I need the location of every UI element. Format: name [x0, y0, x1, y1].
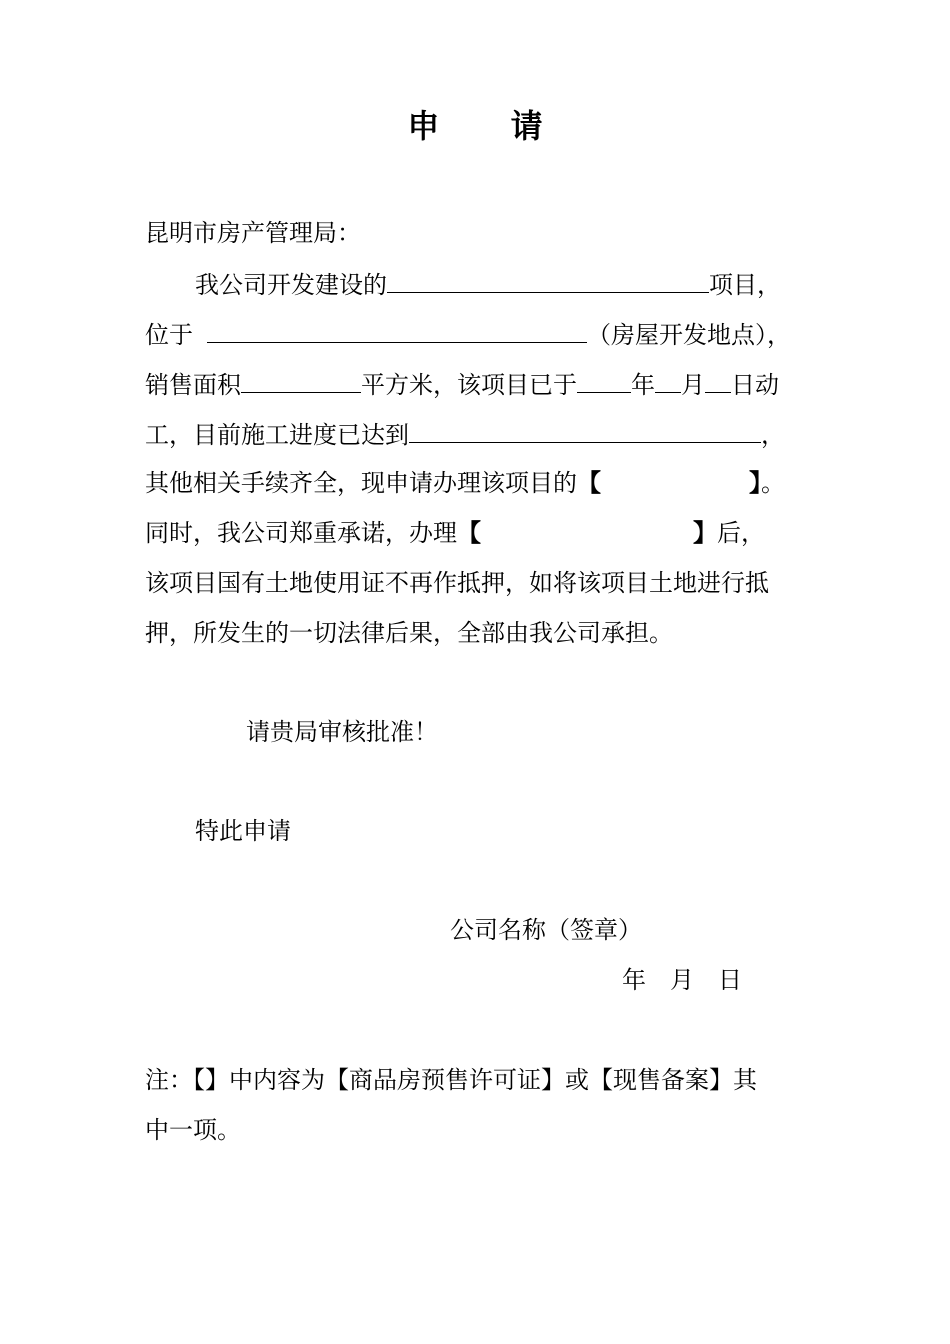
note-line-1: 注：【】中内容为【商品房预售许可证】或【现售备案】其	[145, 1066, 757, 1094]
start-day-blank[interactable]	[705, 366, 731, 393]
body-text: 项目，	[709, 271, 781, 299]
location-blank[interactable]	[207, 316, 587, 343]
body-line-8: 押，所发生的一切法律后果，全部由我公司承担。	[145, 619, 673, 647]
body-text: 年	[631, 371, 655, 399]
body-text: 日动	[731, 371, 779, 399]
open-bracket: 【	[577, 468, 601, 497]
start-month-blank[interactable]	[655, 366, 681, 393]
body-line-6	[145, 516, 765, 550]
start-year-blank[interactable]	[577, 366, 631, 393]
body-text: 月	[681, 371, 705, 399]
body-text: 后，	[717, 519, 765, 547]
addressee: 昆明市房产管理局：	[145, 219, 361, 247]
body-text: 同时，我公司郑重承诺，办理	[145, 519, 457, 547]
body-line-7: 该项目国有土地使用证不再作抵押，如将该项目土地进行抵	[145, 569, 769, 597]
body-text: （房屋开发地点），	[587, 321, 791, 349]
signature-date: 年 月 日	[622, 966, 742, 994]
body-text: 我公司开发建设的	[195, 271, 387, 299]
body-line-4	[145, 416, 785, 452]
body-line-3	[145, 366, 779, 402]
request-approval: 请贵局审核批准！	[246, 718, 438, 746]
body-text: 销售面积	[145, 371, 241, 399]
project-name-blank[interactable]	[387, 266, 709, 293]
body-text: 位于	[145, 321, 193, 349]
construction-progress-blank[interactable]	[409, 416, 761, 443]
body-line-5	[145, 466, 785, 500]
body-line-2	[145, 316, 791, 352]
body-line-1	[195, 266, 781, 302]
open-bracket: 【	[457, 518, 481, 547]
body-text: 。	[761, 469, 785, 497]
closing-text: 特此申请	[195, 817, 291, 845]
body-text: 工，目前施工进度已达到	[145, 421, 409, 449]
body-text: 平方米，该项目已于	[361, 371, 577, 399]
sales-area-blank[interactable]	[241, 366, 361, 393]
close-bracket: 】	[693, 518, 717, 547]
body-text: ，	[761, 421, 785, 449]
company-signature: 公司名称（签章）	[450, 916, 642, 944]
note-line-2: 中一项。	[145, 1116, 241, 1144]
close-bracket: 】	[749, 468, 761, 497]
body-text: 其他相关手续齐全，现申请办理该项目的	[145, 469, 577, 497]
page-title: 申 请	[407, 107, 573, 145]
